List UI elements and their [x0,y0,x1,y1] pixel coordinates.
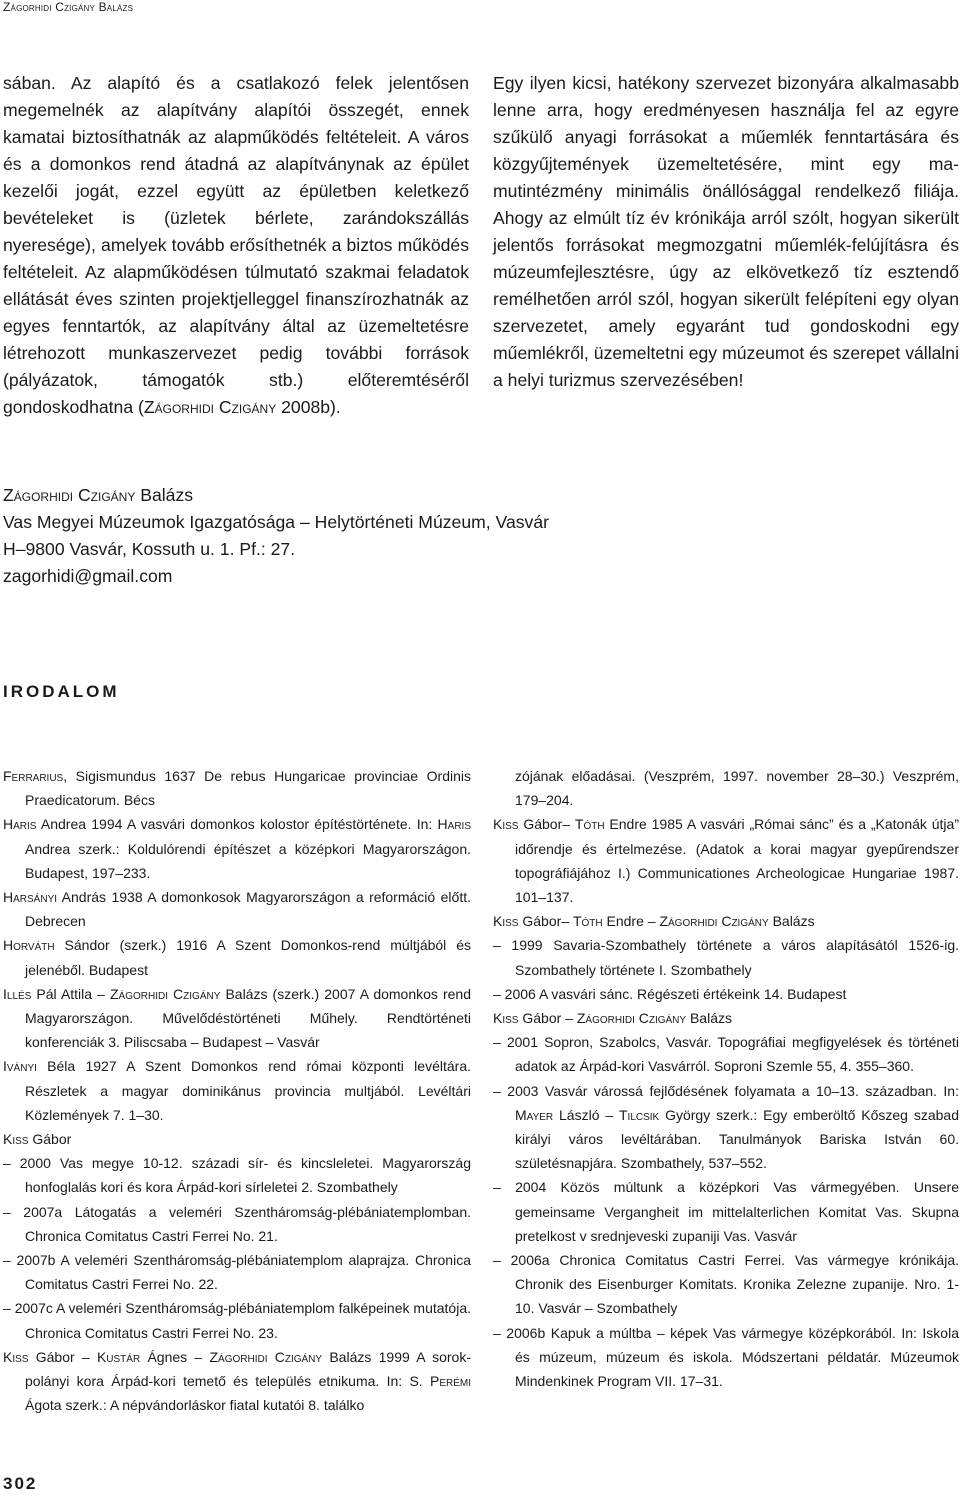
reference-entry: – 2006a Chronica Comitatus Castri Ferrei. Vas vármegye krónikája. Chronik des Eisenburger Komitats. Kronika Zelezne zupanije. Nro. 1-10. Vasvár – Szombathely [493,1252,959,1317]
reference-entry: Kiss Gábor– Tóth Endre – Zágorhidi Czigány Balázs [493,913,815,930]
reference-entry: – 2001 Sopron, Szabolcs, Vasvár. Topográfiai megfigyelések és történeti adatok az Árpád-kori Vasvárról. Soproni Szemle 55, 4. 355–360. [493,1034,959,1075]
reference-entry: – 2003 Vasvár várossá fejlődésének folyamata a 10–13. században. In: Mayer László – Tilcsik György szerk.: Egy emberöltő Kőszeg szabad királyi város levéltárában. Tanulmányok Bariska István 60. születésnapjára. Szombathely, 537–552. [493,1082,959,1172]
reference-entry: Harsányi András 1938 A domonkosok Magyarországon a reformáció előtt. Debrecen [3,889,471,930]
reference-entry: Kiss Gábor – Kustár Ágnes – Zágorhidi Czigány Balázs 1999 A sorokpolányi kora Árpád-kori temető és település etnikuma. In: S. Perémi Ágota szerk.: A népvándorláskor fiatal kutatói 8. találko [3,1348,471,1414]
reference-entry: Kiss Gábor – Zágorhidi Czigány Balázs [493,1010,732,1027]
reference-entry: Haris Andrea 1994 A vasvári domonkos kolostor építéstörténete. In: Haris Andrea szerk.: Koldulórendi építészet a középkori Magyarországon. Budapest, 197–233. [3,816,471,881]
reference-entry: – 2007c A veleméri Szentháromság-plébániatemplom falképeinek mutatója. Chronica Comitatus Castri Ferrei No. 23. [3,1300,471,1341]
running-header: Zágorhidi Czigány Balázs [3,0,134,14]
reference-entry: – 1999 Savaria-Szombathely története a város alapításától 1526-ig. Szombathely története I. Szombathely [493,937,959,978]
reference-entry: Horváth Sándor (szerk.) 1916 A Szent Domonkos-rend múltjából és jelenéből. Budapest [3,937,471,978]
reference-entry: Ferrarius, Sigismundus 1637 De rebus Hungaricae provinciae Ordinis Praedicatorum. Bécs [3,768,471,809]
author-block [3,482,903,590]
author-name: Zágorhidi Czigány Balázs [3,485,194,505]
reference-entry: Kiss Gábor [3,1131,72,1148]
reference-entry: Iványi Béla 1927 A Szent Domonkos rend római központi levéltára. Részletek a magyar dominikánus provincia multjából. Levéltári Közlemények 7. 1–30. [3,1058,471,1123]
body-paragraph-left: sában. Az alapító és a csatlakozó felek jelentősen megemelnék az alapítvány alapítói összegét, ennek kamatai biztosíthatnák az alapműködés feltételeit. A város és a domonkos rend átadná az alapítványnak az épület kezelői jogát, ezzel együtt az épületben keletkező bevételeket is (üzletek bérlete, zarándokszállás nyeresége), amelyek tovább erősíthetnék a biztos működés feltételeit. Az alapműködésen túlmutató szakmai feladatok ellátását éves szinten projektjelleggel finanszírozhatnák az egyes fenntartók, az alapítvány által az üzemeltetésre létrehozott munkaszervezet pedig további források (pályázatok, támogatók stb.) előteremtéséről gondoskodhatna (Zágorhidi Czigány 2008b). [3,73,469,417]
references-column-left [3,764,471,1417]
reference-entry: – 2007a Látogatás a veleméri Szentháromság-plébániatemplomban. Chronica Comitatus Castri Ferrei No. 21. [3,1203,471,1244]
reference-entry: Kiss Gábor– Tóth Endre 1985 A vasvári „Római sánc” és a „Katonák útja” időrendje és értelmezése. (Adatok a korai magyar gyepűrendszer topográfiájához I.) Communicationes Archeologicae Hungariae 1987. 101–137. [493,816,959,906]
reference-entry: – 2007b A veleméri Szentháromság-plébániatemplom alaprajza. Chronica Comitatus Castri Ferrei No. 22. [3,1252,471,1293]
reference-entry: Illés Pál Attila – Zágorhidi Czigány Balázs (szerk.) 2007 A domonkos rend Magyarországon. Művelődéstörténeti Műhely. Rendtörténeti konferenciák 3. Piliscsaba – Budapest – Vasvár [3,985,471,1051]
reference-entry: – 2004 Közös múltunk a középkori Vas vármegyében. Unsere gemeinsame Vergangheit im mittelalterlichen Komitat Vas. Skupna pretelkost v srednjeveski zupaniji Vas. Vasvár [493,1179,959,1244]
author-institution: Vas Megyei Múzeumok Igazgatósága – Helytörténeti Múzeum, Vasvár [3,512,549,532]
body-column-left [3,70,469,421]
page-number: 302 [3,1474,38,1493]
body-paragraph-right: Egy ilyen kicsi, hatékony szervezet bizonyára alkalmasabb lenne arra, hogy eredményesen használja fel az egyre szűkülő anyagi forrásokat a műemlék fenntartására és közgyűjtemények üzemeltetésére, mint egy mamutintézmény minimális önállósággal rendelkező filiája. Ahogy az elmúlt tíz év krónikája arról szólt, hogyan sikerült jelentős forrásokat megmozgatni műemlék-felújításra és múzeumfejlesztésre, úgy az elkövetkező tíz esztendő remélhetően arról szól, hogyan sikerült felépíteni egy olyan szervezetet, amely egyaránt tud gondoskodni egy műemlékről, üzemeltetni egy múzeumot és szerepet vállalni a helyi turizmus szervezésében! [493,73,959,390]
reference-entry: zójának előadásai. (Veszprém, 1997. november 28–30.) Veszprém, 179–204. [515,768,959,809]
references-heading: IRODALOM [3,682,120,701]
author-address: H–9800 Vasvár, Kossuth u. 1. Pf.: 27. [3,539,296,559]
body-column-right [493,70,959,394]
reference-entry: – 2000 Vas megye 10-12. századi sír- és kincsleletei. Magyarország honfoglalás kori és kora Árpád-kori sírleletei 2. Szombathely [3,1155,471,1196]
references-column-right [493,764,959,1393]
author-email: zagorhidi@gmail.com [3,566,173,586]
reference-entry: – 2006b Kapuk a múltba – képek Vas vármegye középkorából. In: Iskola és múzeum, múzeum és iskola. Módszertani példatár. Múzeumok Mindenkinek Program VII. 17–31. [493,1324,959,1390]
reference-entry: – 2006 A vasvári sánc. Régészeti értékeink 14. Budapest [493,985,847,1002]
